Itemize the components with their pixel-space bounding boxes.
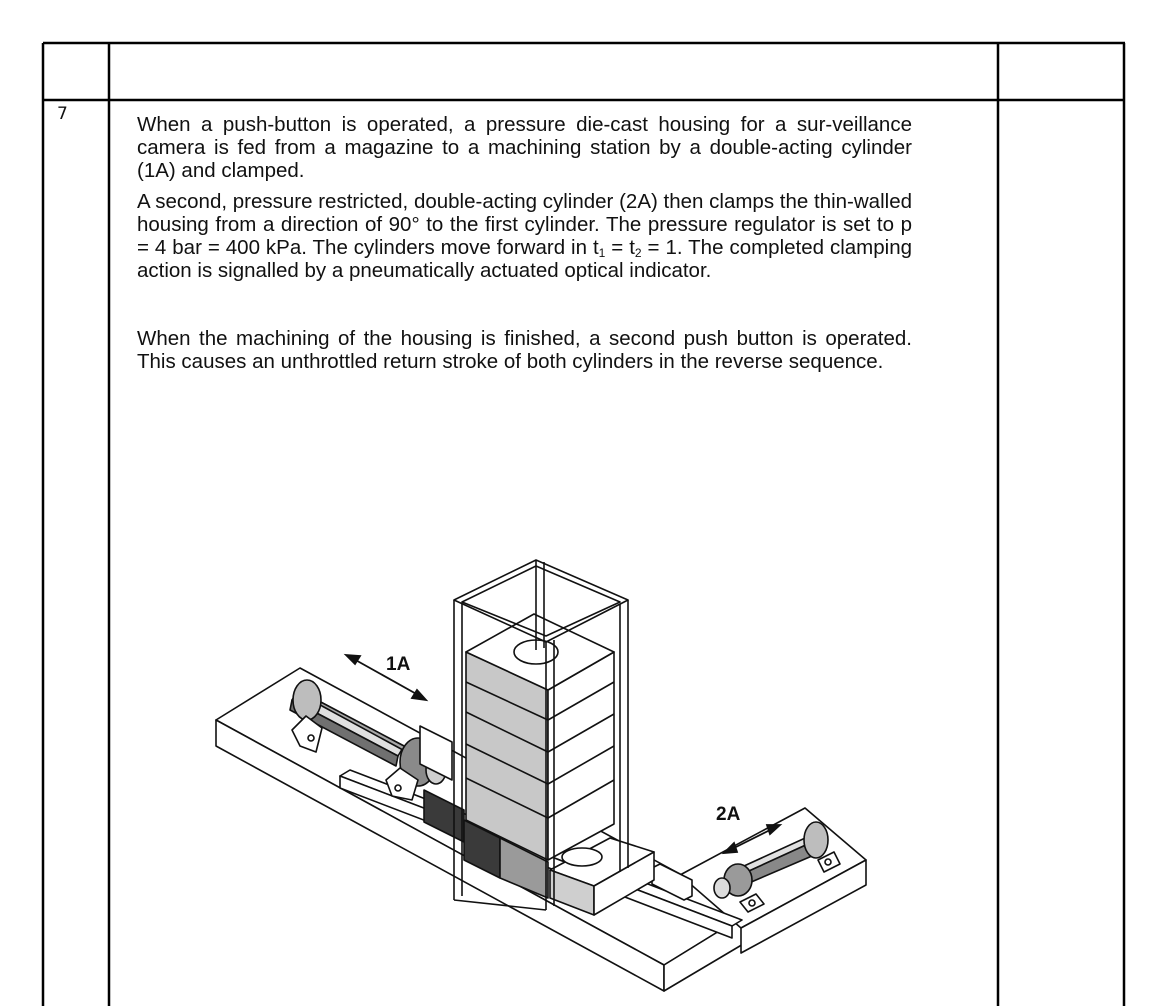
- paragraph-1: When a push-button is operated, a pressure die-cast housing for a sur-veillance camera is fed from a magazine to a machining station by a double-acting cylinder (1A) and clamped.: [137, 113, 912, 182]
- clamping-device-illustration: [195, 535, 885, 1006]
- question-number: 7: [57, 104, 68, 124]
- paragraph-2: A second, pressure restricted, double-acting cylinder (2A) then clamps the thin-walled housing from a direction of 90° to the first cylinder. The pressure regulator is set to p = 4 bar = 400 kPa. The cylinders move forward in $t_1 = t_2 = 1$. The completed clamping action is signalled by a pneumatically actuated optical indicator.: [137, 190, 913, 282]
- housing-stack: [466, 614, 614, 860]
- question-text: [137, 113, 912, 381]
- paragraph-3: When the machining of the housing is finished, a second push button is operated. This causes an unthrottled return stroke of both cylinders in the reverse sequence.: [137, 327, 912, 373]
- label-2A: 2A: [716, 804, 741, 825]
- label-1A: 1A: [386, 654, 411, 675]
